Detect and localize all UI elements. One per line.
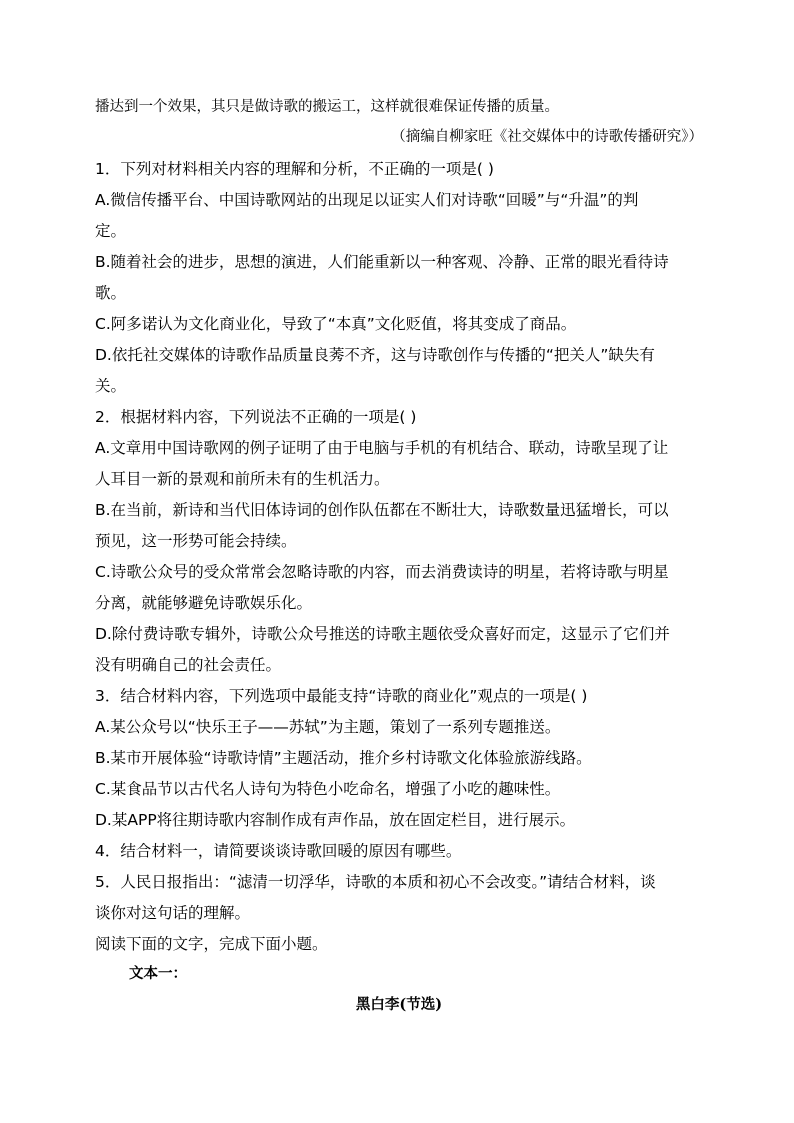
question-1-option-c: C.阿多诺认为文化商业化，导致了“本真”文化贬值，将其变成了商品。 <box>95 315 577 333</box>
question-1-option-a: A.微信传播平台、中国诗歌网站的出现足以证实人们对诗歌“回暖”与“升温”的判 <box>95 191 639 209</box>
section-title: 黑白李(节选) <box>355 996 443 1013</box>
question-5-stem: 5．人民日报指出：“滤清一切浮华，诗歌的本质和初心不会改变。”请结合材料，谈 <box>95 873 656 891</box>
question-1-option-d: D.依托社交媒体的诗歌作品质量良莠不齐，这与诗歌创作与传播的“把关人”缺失有 <box>95 346 655 364</box>
question-3-option-d: D.某APP将往期诗歌内容制作成有声作品，放在固定栏目，进行展示。 <box>95 811 576 829</box>
question-2-option-a-cont: 人耳目一新的景观和前所未有的生机活力。 <box>95 470 390 488</box>
question-2-option-d: D.除付费诗歌专辑外，诗歌公众号推送的诗歌主题依受众喜好而定，这显示了它们并 <box>95 625 670 643</box>
question-4-stem: 4．结合材料一，请简要谈谈诗歌回暖的原因有哪些。 <box>95 842 462 860</box>
passage-citation: （摘编自柳家旺《社交媒体中的诗歌传播研究》） <box>391 129 703 145</box>
question-2-option-a: A.文章用中国诗歌网的例子证明了由于电脑与手机的有机结合、联动，诗歌呈现了让 <box>95 439 669 457</box>
question-3-stem: 3．结合材料内容，下列选项中最能支持“诗歌的商业化”观点的一项是( ) <box>95 687 588 705</box>
question-1-option-b: B.随着社会的进步，思想的演进，人们能重新以一种客观、冷静、正常的眼光看待诗 <box>95 253 669 271</box>
question-2-option-d-cont: 没有明确自己的社会责任。 <box>95 656 282 674</box>
question-2-option-c: C.诗歌公众号的受众常常会忽略诗歌的内容，而去消费读诗的明星，若将诗歌与明星 <box>95 563 669 581</box>
question-1-option-a-cont: 定。 <box>95 222 127 240</box>
question-1-stem: 1．下列对材料相关内容的理解和分析，不正确的一项是( ) <box>95 160 494 178</box>
question-3-option-a: A.某公众号以“快乐王子——苏轼”为主题，策划了一系列专题推送。 <box>95 718 561 736</box>
question-2-stem: 2．根据材料内容，下列说法不正确的一项是( ) <box>95 408 417 426</box>
question-5-stem-cont: 谈你对这句话的理解。 <box>95 904 251 922</box>
question-3-option-c: C.某食品节以古代名人诗句为特色小吃命名，增强了小吃的趣味性。 <box>95 780 561 798</box>
question-2-option-c-cont: 分离，就能够避免诗歌娱乐化。 <box>95 594 313 612</box>
question-2-option-b-cont: 预见，这一形势可能会持续。 <box>95 532 297 550</box>
question-3-option-b: B.某市开展体验“诗歌诗情”主题活动，推介乡村诗歌文化体验旅游线路。 <box>95 749 592 767</box>
section-label: 文本一： <box>129 965 187 982</box>
question-1-option-d-cont: 关。 <box>95 377 127 395</box>
question-1-option-b-cont: 歌。 <box>95 284 127 302</box>
passage-final-line: 播达到一个效果，其只是做诗歌的搬运工，这样就很难保证传播的质量。 <box>95 99 559 115</box>
question-2-option-b: B.在当前，新诗和当代旧体诗词的创作队伍都在不断壮大，诗歌数量迅猛增长，可以 <box>95 501 669 519</box>
reading-instruction: 阅读下面的文字，完成下面小题。 <box>95 935 328 953</box>
